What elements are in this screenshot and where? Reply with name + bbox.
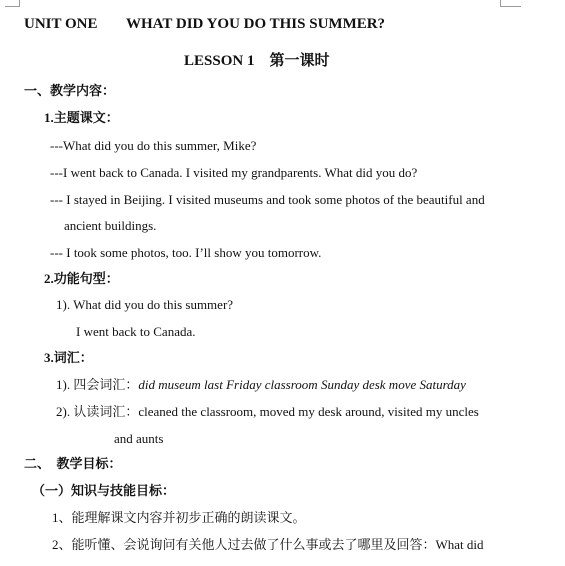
vocab-label: 1). 四会词汇： — [56, 377, 139, 392]
vocab-continuation: and aunts — [114, 431, 164, 446]
sub1-heading: 1.主题课文： — [44, 110, 119, 125]
pattern-question: 1). What did you do this summer? — [56, 297, 234, 312]
objective-item: 2、能听懂、会说询问有关他人过去做了什么事或去了哪里及回答：What did — [52, 537, 484, 552]
dialogue-line: ---I went back to Canada. I visited my grandparents. What did you do? — [50, 165, 418, 180]
section2-sub-heading: （一）知识与技能目标： — [32, 483, 176, 498]
unit-label: UNIT ONE — [24, 16, 98, 32]
sub2-heading: 2.功能句型： — [44, 271, 119, 286]
vocab-label: 2). 认读词汇： — [56, 404, 139, 419]
section1-heading: 一、教学内容： — [24, 83, 116, 98]
sub3-heading: 3.词汇： — [44, 350, 93, 365]
page-corner-mark-right — [500, 0, 521, 7]
dialogue-line: --- I stayed in Beijing. I visited museums and took some photos of the beautiful and — [50, 192, 485, 207]
vocab-four-skills — [56, 377, 466, 393]
dialogue-line: ancient buildings. — [64, 218, 157, 233]
lesson-title: LESSON 1 第一课时 — [184, 53, 330, 69]
dialogue-line: ---What did you do this summer, Mike? — [50, 138, 257, 153]
page-corner-mark-left — [5, 0, 20, 7]
pattern-answer: I went back to Canada. — [76, 324, 196, 339]
objective-item: 1、能理解课文内容并初步正确的朗读课文。 — [52, 510, 306, 525]
vocab-words: did museum last Friday classroom Sunday desk move Saturday — [138, 377, 466, 392]
section2-heading: 二、 教学目标： — [24, 456, 122, 471]
vocab-recognition — [56, 404, 479, 420]
dialogue-line: --- I took some photos, too. I’ll show you tomorrow. — [50, 245, 322, 260]
vocab-words: cleaned the classroom, moved my desk around, visited my uncles — [138, 404, 479, 419]
unit-title: WHAT DID YOU DO THIS SUMMER? — [126, 16, 386, 32]
